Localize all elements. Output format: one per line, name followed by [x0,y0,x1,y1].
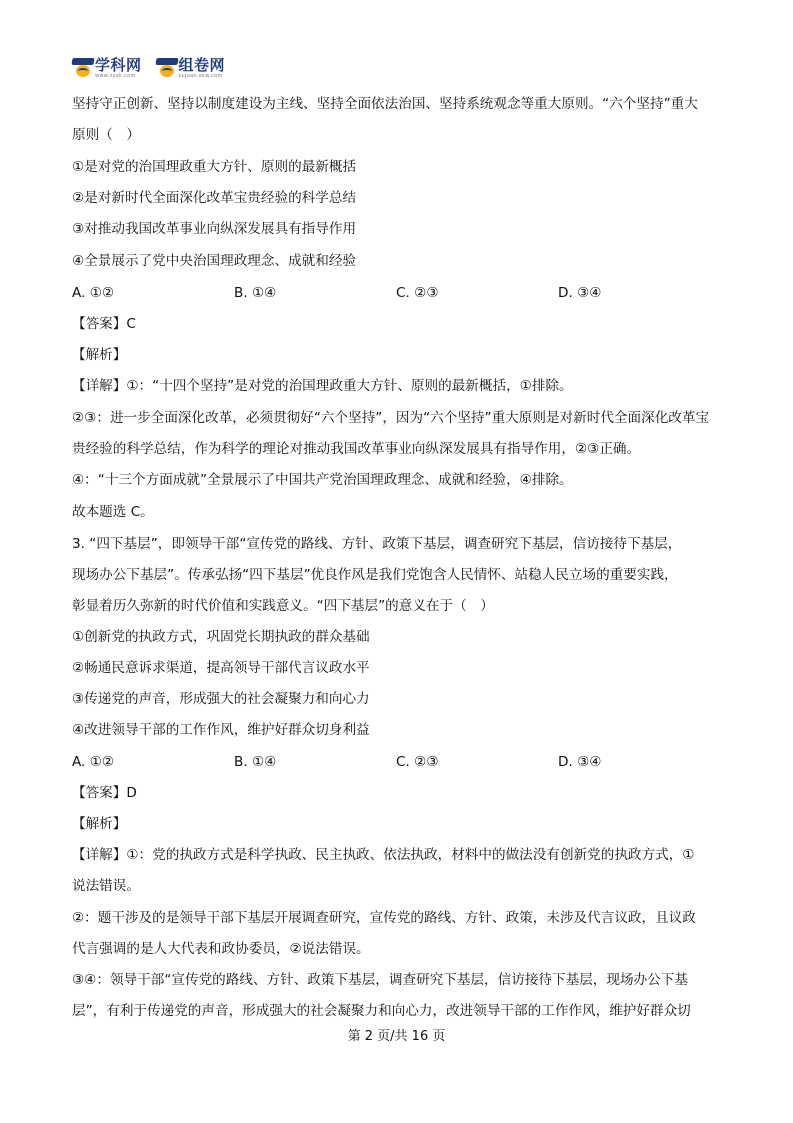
header-logos [74,58,225,79]
option-b: B. ①④ [234,285,277,301]
detail-line: 层”，有利于传递党的声音，形成强大的社会凝聚力和向心力，改进领导干部的工作作风，维护好群众切 [72,1003,691,1019]
option-a: A. ①② [72,285,115,301]
choice-statement: ③传递党的声音，形成强大的社会凝聚力和向心力 [72,691,370,707]
logo-text: 学科网 [95,56,142,74]
question-stem-line: 现场办公下基层”。传承弘扬“四下基层”优良作风是我们党饱含人民情怀、站稳人民立场的重要实践， [72,567,678,583]
detail-line: ②③：进一步全面深化改革，必须贯彻好“六个坚持”，因为“六个坚持”重大原则是对新时代全面深化改革宝 [72,410,710,426]
question-stem-line: 彰显着历久弥新的时代价值和实践意义。“四下基层”的意义在于（ ） [72,598,494,614]
question-stem-line: 原则（ ） [72,127,140,143]
choice-statement: ②是对新时代全面深化改革宝贵经验的科学总结 [72,190,357,206]
analysis-label: 【解析】 [72,347,127,363]
detail-line: 贵经验的科学总结，作为科学的理论对推动我国改革事业向纵深发展具有指导作用，②③正确。 [72,441,641,457]
choice-statement: ②畅通民意诉求渠道，提高领导干部代言议政水平 [72,660,370,676]
logo-zujuanwang [158,58,226,79]
analysis-label: 【解析】 [72,816,127,832]
logo-text: 组卷网 [178,56,226,74]
page-number: 第 2 页/共 16 页 [347,1029,446,1044]
detail-line: 代言强调的是人大代表和政协委员，②说法错误。 [72,941,370,957]
option-c: C. ②③ [396,285,439,301]
option-d: D. ③④ [558,285,602,301]
choice-statement: ④全景展示了党中央治国理政理念、成就和经验 [72,253,357,269]
detail-line: 故本题选 C。 [72,504,154,520]
choice-statement: ①是对党的治国理政重大方针、原则的最新概括 [72,159,357,175]
detail-line: ②：题干涉及的是领导干部下基层开展调查研究，宣传党的路线、方针、政策，未涉及代言议政，且议政 [72,910,696,926]
question-stem-line: 坚持守正创新、坚持以制度建设为主线、坚持全面依法治国、坚持系统观念等重大原则。“六个坚持”重大 [72,96,698,112]
logo-url: www.zxxk.com [95,73,136,79]
question-stem-line: 3. “四下基层”，即领导干部“宣传党的路线、方针、政策下基层，调查研究下基层，信访接待下基层， [72,536,682,552]
detail-line: ③④：领导干部“宣传党的路线、方针、政策下基层，调查研究下基层，信访接待下基层，现场办公下基 [72,972,688,988]
detail-line: 【详解】①：“十四个坚持”是对党的治国理政重大方针、原则的最新概括，①排除。 [72,378,573,394]
answer-label: 【答案】D [72,785,137,801]
detail-line: 【详解】①：党的执政方式是科学执政、民主执政、依法执政，材料中的做法没有创新党的执政方式，① [72,847,695,863]
graduation-cap-icon [158,60,176,78]
answer-label: 【答案】C [72,316,136,332]
detail-line: 说法错误。 [72,878,140,894]
logo-url: zujuan.xkw.com [178,73,223,79]
detail-line: ④：“十三个方面成就”全景展示了中国共产党治国理政理念、成就和经验，④排除。 [72,472,573,488]
option-a: A. ①② [72,754,115,770]
choice-statement: ④改进领导干部的工作作风，维护好群众切身利益 [72,722,370,738]
option-d: D. ③④ [558,754,602,770]
logo-xuekewang [74,58,142,79]
option-b: B. ①④ [234,754,277,770]
graduation-cap-icon [74,60,92,78]
choice-statement: ③对推动我国改革事业向纵深发展具有指导作用 [72,221,357,237]
option-c: C. ②③ [396,754,439,770]
choice-statement: ①创新党的执政方式，巩固党长期执政的群众基础 [72,629,370,645]
